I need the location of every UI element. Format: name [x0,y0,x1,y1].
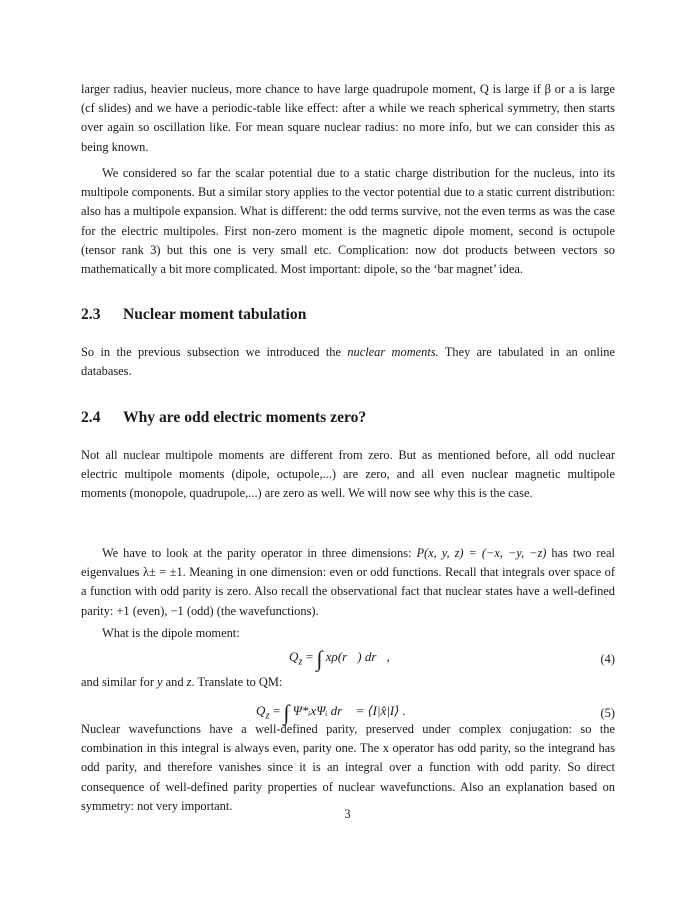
emphasis-text: nuclear moments. [347,345,439,359]
text-run: So in the previous subsection we introduced the [81,345,348,359]
eq-sub: z [298,655,303,668]
equation-body [289,647,390,672]
page-number: 3 [344,807,351,821]
text-run: has two real eigenvalues λ± = ±1. Meaning in one dimension: even or odd functions. Recall that integrals over space of a function with odd parity is zero. Also recall the observational fact that nuclear states have a well-defined parity: +1 (even), −1 (odd) (the wavefunctions). [81,546,615,618]
section-number: 2.3 [81,306,101,323]
eq-sub: z [265,709,270,722]
paragraph-wavefunction-parity [81,720,615,816]
paragraph-text: Not all nuclear multipole moments are different from zero. But as mentioned before, all odd nuclear electric multipole moments (dipole, octupole,...) are zero, and all even nuclear magnetic multipole moments (monopole, quadrupole,...) are zero as well. We will now see why this is the case. [81,448,615,501]
equation-4 [81,643,615,673]
paragraph-text: What is the dipole moment: [102,626,240,640]
eq-sign: = [269,703,284,718]
paragraph-text: We considered so far the scalar potential due to a static charge distribution for the nucleus, into its multipole components. But a similar story applies to the vector potential due to a static current distribution: also has a multipole expansion. What is different: the odd terms survive, not the even terms as was the case for the electric multipoles. First non-zero moment is the magnetic dipole moment, second is octupole (tensor rank 3) but this one is very small etc. Complication: now dot products between vectors so mathematically a bit more complicated. Most important: dipole, so the ‘bar magnet’ idea. [81,166,615,277]
section-title [81,407,615,429]
section-heading-2-3 [81,304,615,326]
text-run: They are tabulated in an online databases. [81,345,615,379]
eq-rhs: Ψ*ᵢxΨᵢ dr⃗ = ⟨I|x̂|I⟩ . [292,703,406,718]
math-var: z [186,675,192,689]
section-title-text: Nuclear moment tabulation [123,306,307,323]
text-run: We have to look at the parity operator in three dimensions: [102,546,417,560]
text-run: and similar for [81,675,158,689]
equation-number: (5) [600,706,615,720]
paragraph-translate [81,673,615,692]
paragraph-vector-potential [81,164,615,279]
paragraph-text: Nuclear wavefunctions have a well-defined parity, preserved under complex conjugation: so the combination in this integral is always even, parity one. The x operator has odd parity, so the integrand has odd parity, and therefore vanishes since it is an integral over a function with odd parity. So direct consequence of well-defined parity properties of nuclear wavefunctions. Also an explanation based on symmetry: not very important. [81,722,615,813]
paragraph-parity [81,544,615,621]
paragraph-text [81,673,615,692]
section-title-text: Why are odd electric moments zero? [123,409,367,426]
integral-sign: ∫ [316,646,323,671]
section-heading-2-4 [81,407,615,429]
text-run: . Translate to QM: [191,675,283,689]
paragraph-quadrupole [81,80,615,157]
section-number: 2.4 [81,409,101,426]
integral-sign: ∫ [283,700,290,725]
paragraph-tabulation [81,343,615,381]
paragraph-dipole-question [81,624,615,643]
math-var: y [157,675,163,689]
equation-number: (4) [600,652,615,666]
paragraph-text [81,343,615,381]
inline-math: P(x, y, z) = (−x, −y, −z) [416,546,547,560]
section-title [81,304,615,326]
eq-sign: = [302,649,317,664]
eq-lhs: Q [256,703,266,718]
text-run: and [162,675,187,689]
paragraph-text: larger radius, heavier nucleus, more chance to have large quadrupole moment, Q is large if β or a is large (cf slides) and we have a periodic-table like effect: after a while we reach spherical symmetry, then starts over again so oscillation like. For mean square nuclear radius: no more info, but we can consider this as being known. [81,82,615,154]
paragraph-multipoles-zero [81,446,615,504]
paragraph-text [81,544,615,621]
eq-lhs: Q [289,649,299,664]
eq-rhs: xρ(r⃗) dr⃗, [325,649,390,664]
